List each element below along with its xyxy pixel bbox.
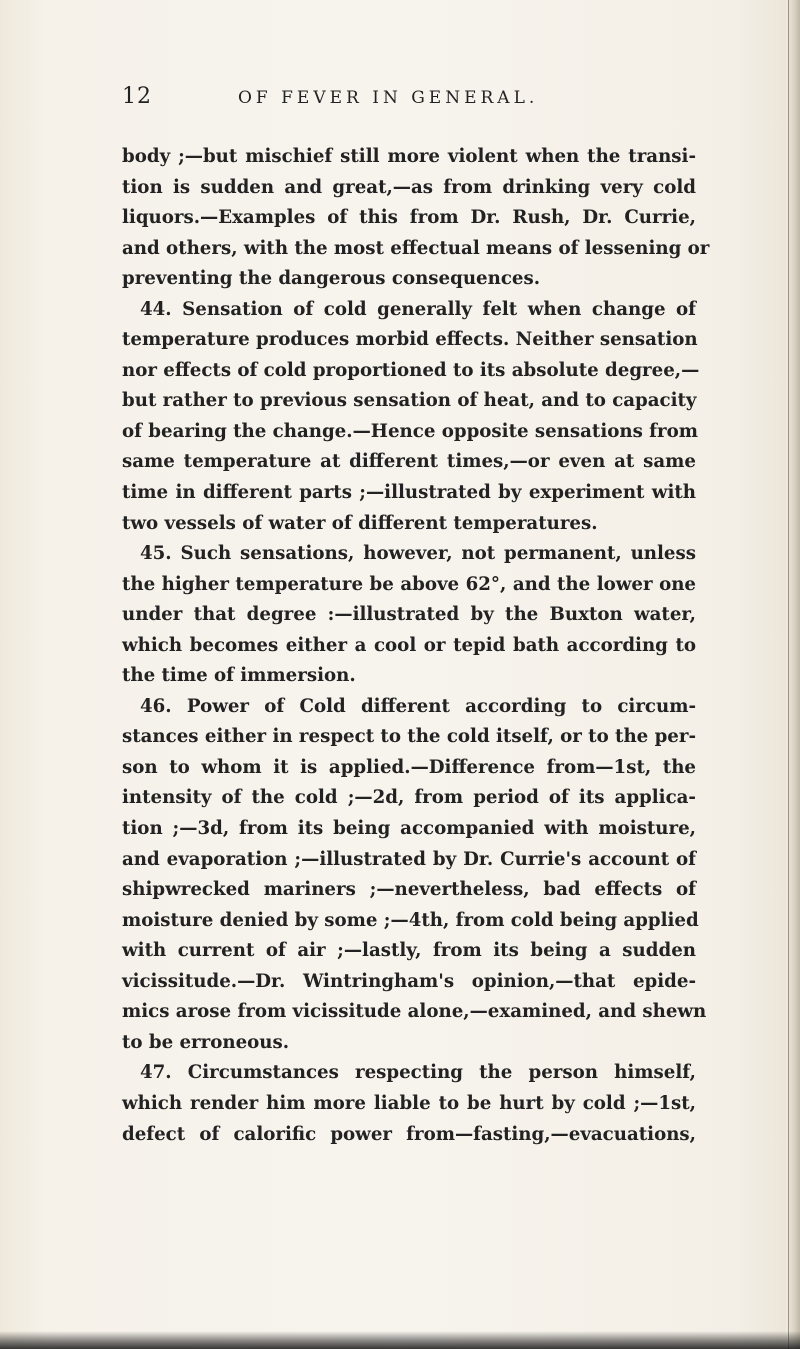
text-line: the higher temperature be above 62°, and the lower one bbox=[122, 573, 696, 595]
text-line: same temperature at different times,—or even at same bbox=[122, 451, 696, 473]
text-line: nor effects of cold proportioned to its absolute degree,— bbox=[122, 359, 700, 381]
text-line: but rather to previous sensation of heat, and to capacity bbox=[122, 390, 697, 412]
text-line: and others, with the most effectual means of lessening or bbox=[122, 237, 710, 259]
text-line: intensity of the cold ;—2d, from period of its applica- bbox=[122, 787, 696, 809]
text-line: temperature produces morbid effects. Neither sensation bbox=[122, 329, 698, 351]
text-line: which becomes either a cool or tepid bath according to bbox=[122, 634, 696, 656]
text-line: which render him more liable to be hurt by cold ;—1st, bbox=[122, 1092, 696, 1114]
body-text bbox=[122, 142, 710, 1150]
text-line: the time of immersion. bbox=[122, 665, 356, 687]
paragraph-47-start: 47. Circumstances respecting the person himself, bbox=[140, 1062, 696, 1084]
text-line: tion is sudden and great,—as from drinking very cold bbox=[122, 176, 696, 198]
page-header bbox=[122, 84, 682, 124]
text-line: time in different parts ;—illustrated by experiment with bbox=[122, 482, 696, 504]
text-line: mics arose from vicissitude alone,—examined, and shewn bbox=[122, 1001, 707, 1023]
text-line: to be erroneous. bbox=[122, 1031, 290, 1053]
text-line: stances either in respect to the cold itself, or to the per- bbox=[122, 726, 696, 748]
text-line: under that degree :—illustrated by the Buxton water, bbox=[122, 604, 696, 626]
page-fold-line bbox=[788, 0, 789, 1349]
text-line: body ;—but mischief still more violent when the transi- bbox=[122, 146, 696, 167]
text-line: liquors.—Examples of this from Dr. Rush, Dr. Currie, bbox=[122, 207, 696, 229]
page-bottom-shadow bbox=[0, 1331, 800, 1349]
text-line: defect of calorific power from—fasting,—evacuations, bbox=[122, 1123, 696, 1145]
text-line: with current of air ;—lastly, from its being a sudden bbox=[122, 940, 696, 962]
running-head: OF FEVER IN GENERAL. bbox=[238, 88, 539, 108]
page-number: 12 bbox=[122, 84, 152, 109]
text-line: and evaporation ;—illustrated by Dr. Currie's account of bbox=[122, 848, 696, 870]
text-line: preventing the dangerous consequences. bbox=[122, 268, 541, 290]
text-line: two vessels of water of different temperatures. bbox=[122, 512, 598, 534]
text-line: son to whom it is applied.—Difference from—1st, the bbox=[122, 756, 696, 778]
paragraph-46-start: 46. Power of Cold different according to circum- bbox=[140, 695, 696, 717]
text-line: of bearing the change.—Hence opposite sensations from bbox=[122, 420, 698, 442]
text-line: tion ;—3d, from its being accompanied with moisture, bbox=[122, 818, 696, 840]
paragraph-44-start: 44. Sensation of cold generally felt when change of bbox=[140, 298, 696, 320]
text-line: shipwrecked mariners ;—nevertheless, bad effects of bbox=[122, 879, 696, 901]
text-line: moisture denied by some ;—4th, from cold being applied bbox=[122, 909, 699, 931]
text-line: vicissitude.—Dr. Wintringham's opinion,—that epide- bbox=[122, 970, 696, 992]
paragraph-45-start: 45. Such sensations, however, not permanent, unless bbox=[140, 543, 696, 565]
